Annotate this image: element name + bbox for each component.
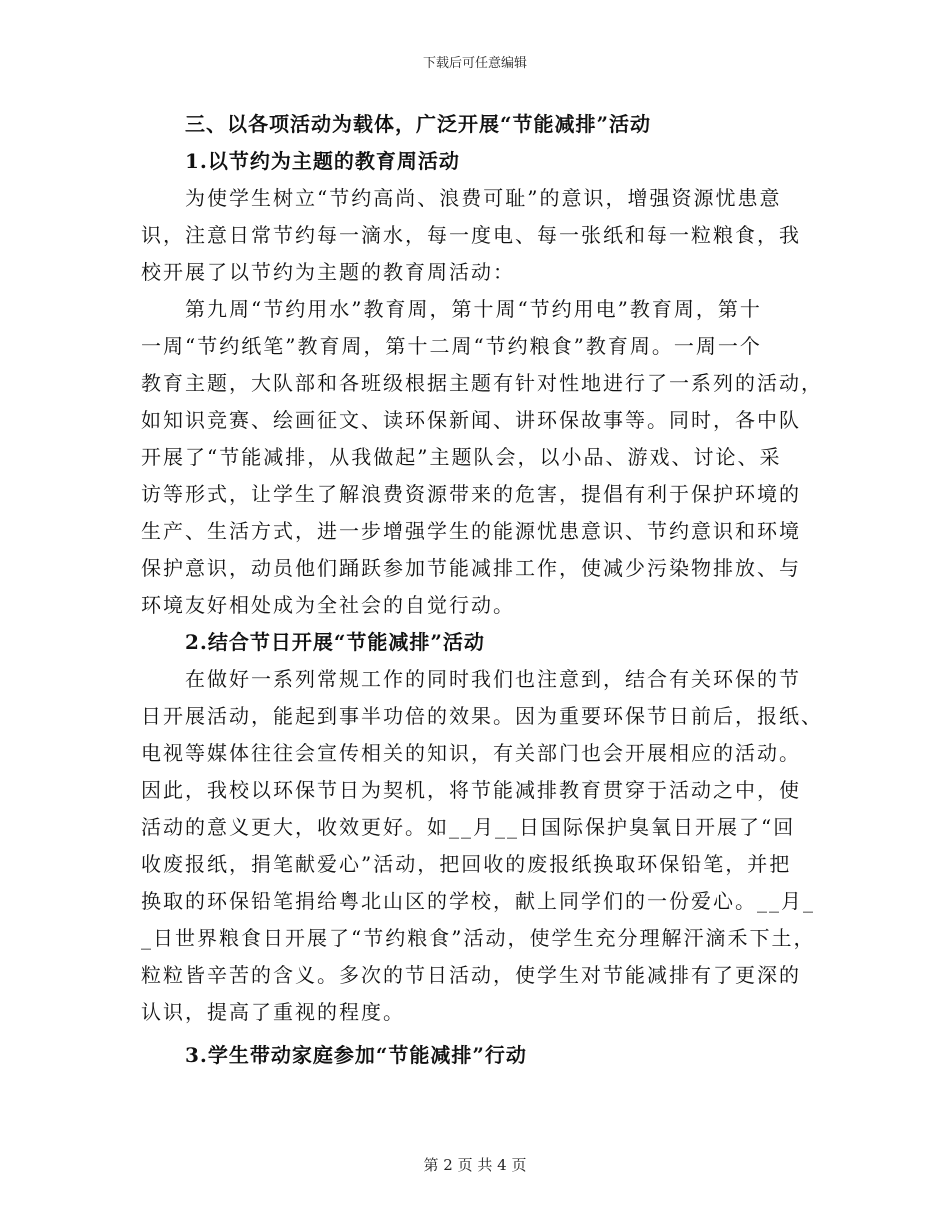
paragraph-line: 因此，我校以环保节日为契机，将节能减排教育贯穿于活动之中，使 [141, 778, 801, 802]
paragraph-line: 在做好一系列常规工作的同时我们也注意到，结合有关环保的节 [185, 667, 801, 691]
paragraph-line: 第九周“节约用水”教育周，第十周“节约用电”教育周，第十 [185, 297, 762, 321]
page-header-note: 下载后可任意编辑 [422, 56, 527, 71]
paragraph-line: 换取的环保铅笔捐给粤北山区的学校，献上同学们的一份爱心。__月_ [141, 889, 815, 913]
section-title: 三、以各项活动为载体，广泛开展“节能减排”活动 [185, 112, 652, 136]
paragraph-line: 日开展活动，能起到事半功倍的效果。因为重要环保节日前后，报纸、 [141, 704, 823, 728]
paragraph-line: 环境友好相处成为全社会的自觉行动。 [141, 593, 515, 617]
document-body [141, 106, 823, 1074]
paragraph-line: 识，注意日常节约每一滴水，每一度电、每一张纸和每一粒粮食，我 [141, 223, 801, 247]
paragraph-line: 教育主题，大队部和各班级根据主题有针对性地进行了一系列的活动， [141, 371, 823, 395]
paragraph-line: 认识，提高了重视的程度。 [141, 1000, 405, 1024]
paragraph-line: 电视等媒体往往会宣传相关的知识，有关部门也会开展相应的活动。 [141, 741, 801, 765]
paragraph-line: 活动的意义更大，收效更好。如__月__日国际保护臭氧日开展了“回 [141, 815, 796, 839]
paragraph-line: 保护意识，动员他们踊跃参加节能减排工作，使减少污染物排放、与 [141, 556, 801, 580]
paragraph-line: 访等形式，让学生了解浪费资源带来的危害，提倡有利于保护环境的 [141, 482, 801, 506]
paragraph-line: 生产、生活方式，进一步增强学生的能源忧患意识、节约意识和环境 [141, 519, 801, 543]
subsection-2-title: 2.结合节日开展“节能减排”活动 [185, 630, 485, 654]
paragraph-line: 校开展了以节约为主题的教育周活动： [141, 260, 515, 284]
subsection-1-title: 1.以节约为主题的教育周活动 [185, 149, 460, 173]
paragraph-line: 粒粒皆辛苦的含义。多次的节日活动，使学生对节能减排有了更深的 [141, 963, 801, 987]
page-footer-number: 第 2 页 共 4 页 [423, 1156, 527, 1174]
paragraph-line: 为使学生树立“节约高尚、浪费可耻”的意识，增强资源忧患意 [185, 186, 782, 210]
paragraph-line: 如知识竞赛、绘画征文、读环保新闻、讲环保故事等。同时，各中队 [141, 408, 801, 432]
paragraph-line: 开展了“节能减排，从我做起”主题队会，以小品、游戏、讨论、采 [141, 445, 782, 469]
paragraph-line: _日世界粮食日开展了“节约粮食”活动，使学生充分理解汗滴禾下土， [141, 926, 816, 950]
paragraph-line: 收废报纸，捐笔献爱心”活动，把回收的废报纸换取环保铅笔，并把 [141, 852, 792, 876]
subsection-3-title: 3.学生带动家庭参加“节能减排”行动 [185, 1043, 527, 1067]
paragraph-line: 一周“节约纸笔”教育周，第十二周“节约粮食”教育周。一周一个 [141, 334, 762, 358]
